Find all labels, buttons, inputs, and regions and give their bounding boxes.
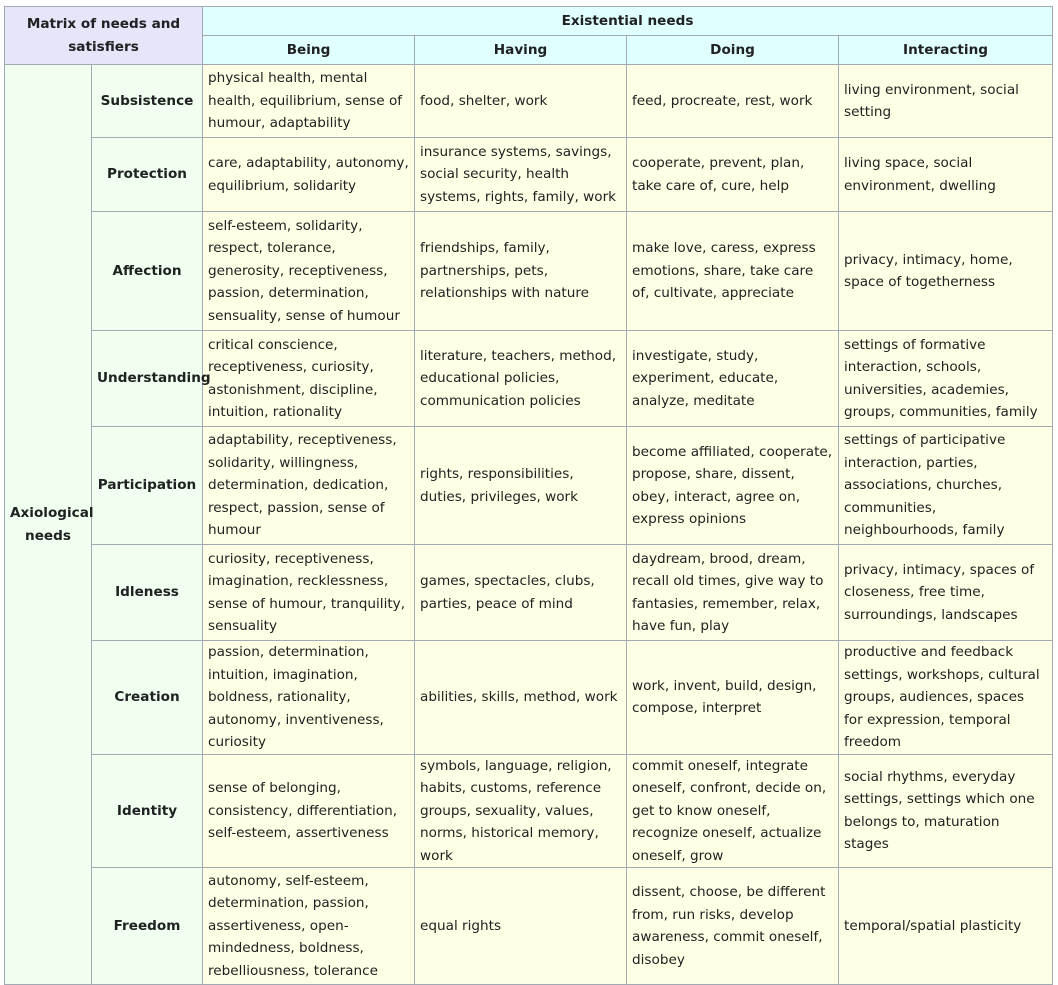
table-row <box>5 331 1053 427</box>
row-header-participation: Participation <box>92 427 203 545</box>
cell-protection-being: care, adaptability, autonomy, equilibrium, solidarity <box>203 138 415 212</box>
cell-affection-doing: make love, caress, express emotions, share, take care of, cultivate, appreciate <box>627 212 839 331</box>
cell-freedom-interacting: temporal/spatial plasticity <box>839 868 1053 985</box>
table-row <box>5 427 1053 545</box>
axiological-needs-header: Axiological needs <box>5 65 92 985</box>
cell-participation-having: rights, responsibilities, duties, privileges, work <box>415 427 627 545</box>
existential-needs-header: Existential needs <box>203 7 1053 36</box>
row-header-subsistence: Subsistence <box>92 65 203 138</box>
column-header-interacting: Interacting <box>839 36 1053 65</box>
row-header-understanding: Understanding <box>92 331 203 427</box>
cell-affection-interacting: privacy, intimacy, home, space of togetherness <box>839 212 1053 331</box>
cell-subsistence-doing: feed, procreate, rest, work <box>627 65 839 138</box>
cell-creation-being: passion, determination, intuition, imagination, boldness, rationality, autonomy, inventiveness, curiosity <box>203 641 415 755</box>
table-row <box>5 138 1053 212</box>
cell-participation-being: adaptability, receptiveness, solidarity, willingness, determination, dedication, respect, passion, sense of humour <box>203 427 415 545</box>
cell-affection-being: self-esteem, solidarity, respect, tolerance, generosity, receptiveness, passion, determination, sensuality, sense of humour <box>203 212 415 331</box>
cell-idleness-interacting: privacy, intimacy, spaces of closeness, free time, surroundings, landscapes <box>839 545 1053 641</box>
cell-freedom-doing: dissent, choose, be different from, run risks, develop awareness, commit oneself, disobey <box>627 868 839 985</box>
table-row <box>5 65 1053 138</box>
cell-creation-having: abilities, skills, method, work <box>415 641 627 755</box>
cell-identity-interacting: social rhythms, everyday settings, settings which one belongs to, maturation stages <box>839 754 1053 868</box>
matrix-body <box>5 65 1053 985</box>
cell-understanding-interacting: settings of formative interaction, schools, universities, academies, groups, communities, family <box>839 331 1053 427</box>
cell-idleness-being: curiosity, receptiveness, imagination, recklessness, sense of humour, tranquility, sensuality <box>203 545 415 641</box>
cell-creation-interacting: productive and feedback settings, workshops, cultural groups, audiences, spaces for expression, temporal freedom <box>839 641 1053 755</box>
cell-protection-interacting: living space, social environment, dwelling <box>839 138 1053 212</box>
needs-matrix-table <box>4 6 1053 985</box>
row-header-identity: Identity <box>92 754 203 868</box>
table-row <box>5 754 1053 868</box>
table-row <box>5 212 1053 331</box>
cell-identity-doing: commit oneself, integrate oneself, confront, decide on, get to know oneself, recognize oneself, actualize oneself, grow <box>627 754 839 868</box>
row-header-affection: Affection <box>92 212 203 331</box>
cell-protection-having: insurance systems, savings, social security, health systems, rights, family, work <box>415 138 627 212</box>
row-header-idleness: Idleness <box>92 545 203 641</box>
row-header-freedom: Freedom <box>92 868 203 985</box>
cell-identity-having: symbols, language, religion, habits, customs, reference groups, sexuality, values, norms, historical memory, work <box>415 754 627 868</box>
cell-understanding-having: literature, teachers, method, educational policies, communication policies <box>415 331 627 427</box>
column-header-doing: Doing <box>627 36 839 65</box>
cell-idleness-having: games, spectacles, clubs, parties, peace of mind <box>415 545 627 641</box>
cell-affection-having: friendships, family, partnerships, pets, relationships with nature <box>415 212 627 331</box>
cell-subsistence-having: food, shelter, work <box>415 65 627 138</box>
cell-subsistence-interacting: living environment, social setting <box>839 65 1053 138</box>
column-header-being: Being <box>203 36 415 65</box>
table-row <box>5 545 1053 641</box>
cell-creation-doing: work, invent, build, design, compose, interpret <box>627 641 839 755</box>
cell-freedom-having: equal rights <box>415 868 627 985</box>
cell-participation-doing: become affiliated, cooperate, propose, share, dissent, obey, interact, agree on, express opinions <box>627 427 839 545</box>
cell-protection-doing: cooperate, prevent, plan, take care of, cure, help <box>627 138 839 212</box>
cell-subsistence-being: physical health, mental health, equilibrium, sense of humour, adaptability <box>203 65 415 138</box>
row-header-creation: Creation <box>92 641 203 755</box>
corner-header: Matrix of needs and satisfiers <box>5 7 203 65</box>
cell-identity-being: sense of belonging, consistency, differentiation, self-esteem, assertiveness <box>203 754 415 868</box>
cell-participation-interacting: settings of participative interaction, parties, associations, churches, communities, neighbourhoods, family <box>839 427 1053 545</box>
table-row <box>5 868 1053 985</box>
table-row <box>5 641 1053 755</box>
column-header-having: Having <box>415 36 627 65</box>
cell-understanding-being: critical conscience, receptiveness, curiosity, astonishment, discipline, intuition, rationality <box>203 331 415 427</box>
row-header-protection: Protection <box>92 138 203 212</box>
cell-idleness-doing: daydream, brood, dream, recall old times, give way to fantasies, remember, relax, have fun, play <box>627 545 839 641</box>
cell-understanding-doing: investigate, study, experiment, educate, analyze, meditate <box>627 331 839 427</box>
cell-freedom-being: autonomy, self-esteem, determination, passion, assertiveness, open-mindedness, boldness, rebelliousness, tolerance <box>203 868 415 985</box>
